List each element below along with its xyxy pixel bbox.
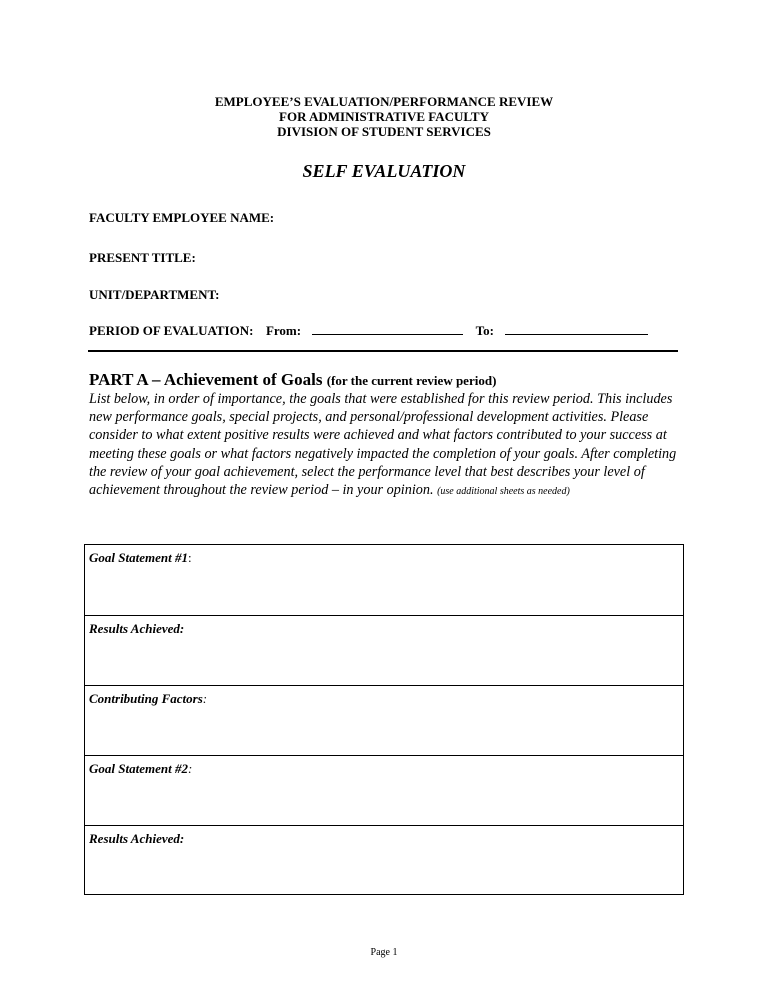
goal-statement-2-label: Goal Statement #2	[89, 761, 188, 776]
goal-statement-2-colon: :	[187, 761, 193, 776]
header-line-1: EMPLOYEE’S EVALUATION/PERFORMANCE REVIEW	[214, 94, 554, 109]
present-title-label: PRESENT TITLE:	[89, 250, 196, 265]
contributing-factors-colon: :	[202, 691, 208, 706]
page-number: Page 1	[370, 947, 398, 958]
contributing-factors-cell[interactable]	[85, 685, 683, 755]
goal-statement-1-label: Goal Statement #1	[89, 550, 188, 565]
contributing-factors-label: Contributing Factors	[89, 691, 203, 706]
from-label: From:	[265, 323, 302, 338]
instructions-note: (use additional sheets as needed)	[437, 486, 570, 498]
results-achieved-2-label: Results Achieved:	[89, 831, 185, 846]
department-label: UNIT/DEPARTMENT:	[89, 287, 220, 302]
goal-statement-1-cell[interactable]	[85, 545, 683, 615]
document-header	[0, 94, 768, 139]
goal-statement-2-cell[interactable]	[85, 755, 683, 825]
goals-table	[84, 544, 684, 895]
header-line-2: FOR ADMINISTRATIVE FACULTY	[279, 109, 489, 124]
header-line-3: DIVISION OF STUDENT SERVICES	[277, 124, 491, 139]
instructions-text: List below, in order of importance, the goals that were established for this review period. This includes new performance goals, special projects, and personal/professional development activities. Please consider to what extent positive results were achieved and what factors contributed to your success at meeting these goals or what factors negatively impacted the completion of your goals. After completing the review of your goal achievement, select the performance level that best describes your level of achievement throughout the review period – in your opinion.	[89, 391, 677, 499]
part-a-subtitle: (for the current review period)	[326, 373, 497, 388]
page-title: SELF EVALUATION	[302, 161, 466, 181]
period-label: PERIOD OF EVALUATION:	[89, 323, 254, 338]
results-achieved-2-cell[interactable]	[85, 825, 683, 894]
to-label: To:	[475, 323, 494, 338]
part-a-heading	[89, 370, 496, 391]
section-divider	[88, 350, 678, 352]
results-achieved-1-cell[interactable]	[85, 615, 683, 685]
part-a-title: PART A – Achievement of Goals	[89, 370, 323, 389]
results-achieved-1-label: Results Achieved:	[89, 621, 185, 636]
employee-name-label: FACULTY EMPLOYEE NAME:	[89, 210, 275, 225]
goal-statement-1-colon: :	[187, 550, 192, 565]
to-date-field[interactable]	[505, 321, 648, 335]
evaluation-period-row	[89, 321, 648, 339]
from-date-field[interactable]	[312, 321, 463, 335]
part-a-instructions	[89, 390, 689, 501]
